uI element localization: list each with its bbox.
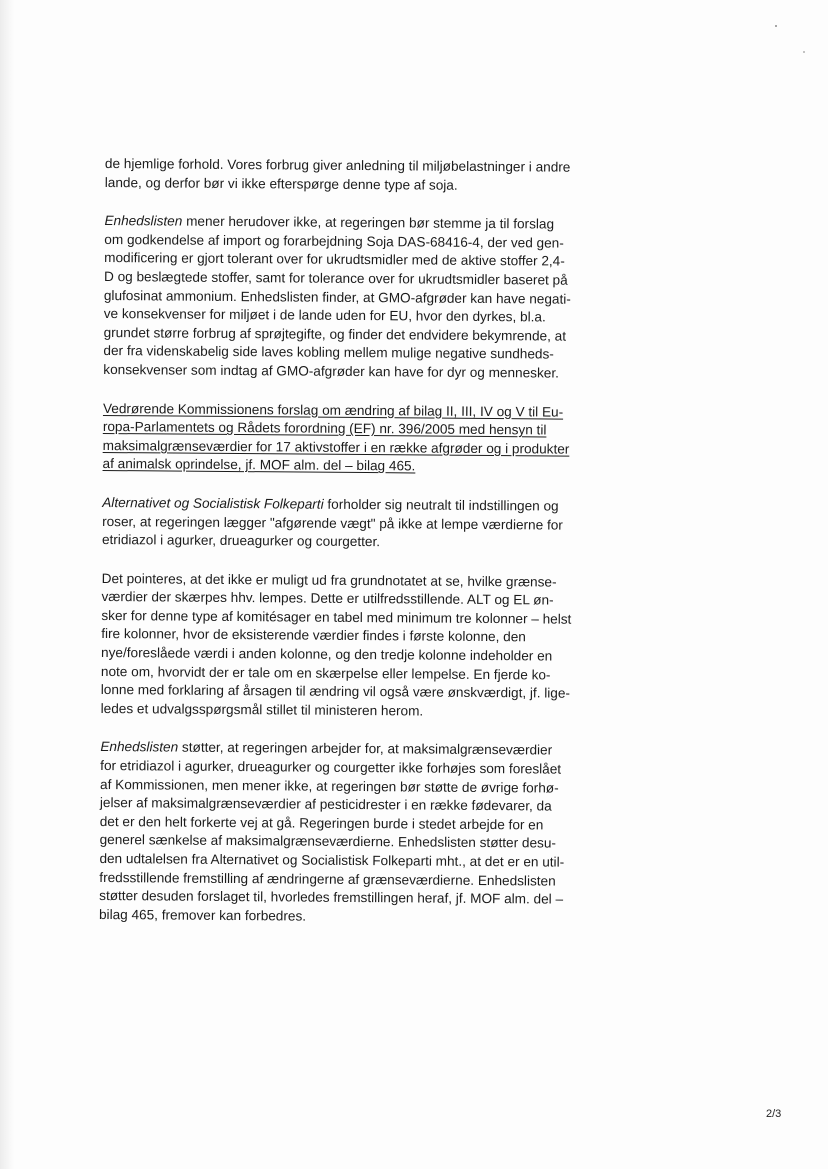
line-text: værdier der skærpes hhv. lempes. Dette er utilfredsstillende. ALT og EL øn- <box>101 589 554 608</box>
body-paragraph <box>105 155 585 196</box>
text-line <box>105 174 585 196</box>
body-paragraph <box>101 570 582 723</box>
scan-speck <box>775 25 777 27</box>
line-text: generel sænkelse af maksimalgrænseværdierne. Enhedslisten støtter desu- <box>99 832 557 851</box>
line-text: grundet større forbrug af sprøjtegifte, og finder det endvidere bekymrende, at <box>103 324 567 344</box>
line-text: støtter desuden forslaget til, hvorledes fremstillingen heraf, jf. MOF alm. del – <box>99 888 564 907</box>
line-text: maksimalgrænseværdier for 17 aktivstoffer i en række afgrøder og i produkter <box>102 437 570 457</box>
line-text: nye/foreslåede værdi i anden kolonne, og den tredje kolonne indeholder en <box>101 645 553 664</box>
line-text: glufosinat ammonium. Enhedslisten finder, at GMO-afgrøder kan have negati- <box>103 287 571 307</box>
text-line <box>103 361 583 383</box>
party-name: Enhedslisten <box>104 213 183 229</box>
line-text: etridiazol i agurker, drueagurker og courgetter. <box>101 532 381 550</box>
line-text: D og beslægtede stoffer, samt for tolerance over for ukrudtsmidler baseret på <box>103 268 568 288</box>
line-text: Det pointeres, at det ikke er muligt ud fra grundnotatet at se, hvilke grænse- <box>101 570 557 590</box>
line-text: fire kolonner, hvor de eksisterende værdier findes i første kolonne, den <box>101 626 526 645</box>
line-text: mener herudover ikke, at regeringen bør stemme ja til forslag <box>182 213 555 232</box>
body-paragraph <box>103 212 584 383</box>
line-text: de hjemlige forhold. Vores forbrug giver anledning til miljøbelastninger i andre <box>104 155 571 175</box>
text-line <box>99 906 579 928</box>
line-text: roser, at regeringen lægger "afgørende vægt" på ikke at lempe værdierne for <box>102 513 563 533</box>
page-number: 2/3 <box>766 1108 782 1120</box>
line-text: ve konsekvenser for miljøet i de lande uden for EU, hvor den dyrkes, bl.a. <box>103 306 546 325</box>
line-text: den udtalelsen fra Alternativet og Socialistisk Folkeparti mht., at det er en util- <box>99 850 565 870</box>
line-text: bilag 465, fremover kan forbedres. <box>98 906 307 924</box>
document-body <box>99 155 585 948</box>
line-text: note om, hvorvidt der er tale om en skærpelse eller lempelse. En fjerde ko- <box>100 663 551 683</box>
party-name: Enhedslisten <box>100 739 179 756</box>
line-text: lonne med forklaring af årsagen til ændring vil også være ønskværdigt, jf. lige- <box>100 682 571 701</box>
line-text: jelser af maksimalgrænseværdier af pesticidrester i en række fødevarer, da <box>99 795 552 814</box>
line-text: sker for denne type af komitésager en tabel med minimum tre kolonner – helst <box>101 607 572 627</box>
line-text: støtter, at regeringen arbejder for, at maksimalgrænseværdier <box>178 740 553 758</box>
line-text: modificering er gjort tolerant over for ukrudtsmidler med de aktive stoffer 2,4- <box>104 250 565 269</box>
line-text: konsekvenser som indtag af GMO-afgrøder kan have for dyr og mennesker. <box>103 361 559 381</box>
line-text: det er den helt forkerte vej at gå. Regeringen burde i stedet arbejde for en <box>99 813 544 833</box>
text-line <box>102 455 582 477</box>
text-line <box>102 531 582 553</box>
body-paragraph <box>99 738 580 928</box>
line-text: der fra videnskabelig side laves kobling mellem mulige negative sundheds- <box>103 343 554 362</box>
text-line <box>101 700 581 722</box>
line-text: lande, og derfor bør vi ikke efterspørge denne type af soja. <box>104 174 458 193</box>
party-name: Alternativet og Socialistisk Folkeparti <box>102 494 324 512</box>
line-text: om godkendelse af import og forarbejdning Soja DAS-68416-4, der ved gen- <box>104 231 564 251</box>
scan-speck <box>803 51 805 53</box>
line-text: fredsstillende fremstilling af ændringerne af grænseværdierne. Enhedslisten <box>99 869 556 889</box>
line-text: af animalsk oprindelse, jf. MOF alm. del – bilag 465. <box>102 456 416 474</box>
line-text: forholder sig neutralt til indstillingen og <box>323 496 559 514</box>
scan-edge-shadow <box>0 0 14 1169</box>
line-text: ropa-Parlamentets og Rådets forordning (EF) nr. 396/2005 med hensyn til <box>102 419 547 438</box>
line-text: for etridiazol i agurker, drueagurker og courgetter ikke forhøjes som foreslået <box>100 758 562 777</box>
line-text: ledes et udvalgsspørgsmål stillet til ministeren herom. <box>100 700 424 719</box>
section-heading <box>102 400 583 478</box>
body-paragraph <box>102 494 582 554</box>
line-text: af Kommissionen, men mener ikke, at regeringen bør støtte de øvrige forhø- <box>100 776 559 796</box>
line-text: Vedrørende Kommissionens forslag om ændring af bilag II, III, IV og V til Eu- <box>102 400 564 420</box>
